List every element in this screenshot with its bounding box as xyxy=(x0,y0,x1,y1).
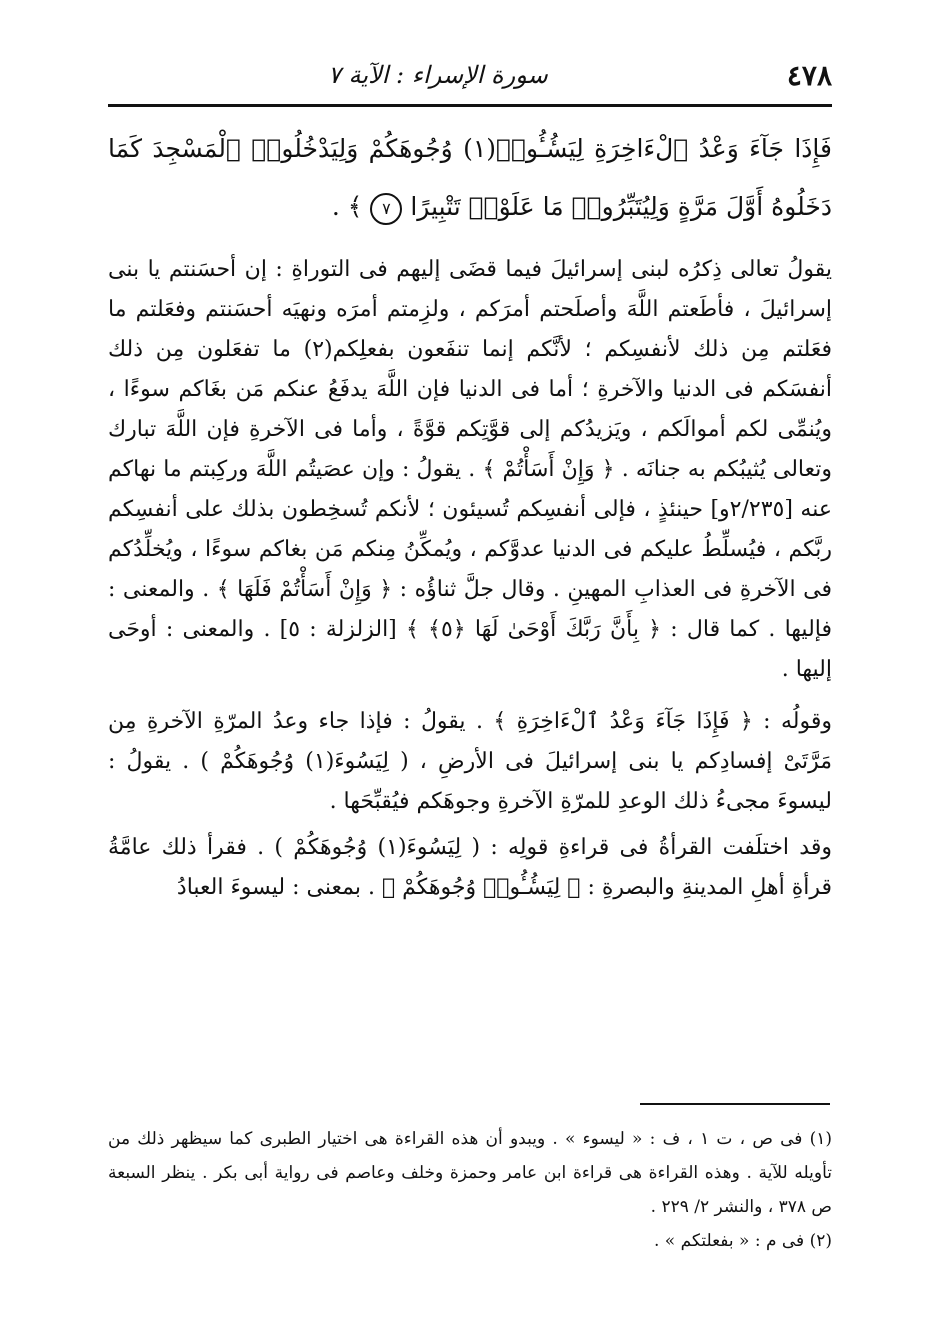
footnote-divider xyxy=(640,1103,830,1105)
footnote: (٢) فى م : « بفعلتكم » . xyxy=(654,1231,832,1251)
quran-verse xyxy=(108,120,832,236)
footnotes xyxy=(108,1122,832,1258)
header-rule xyxy=(108,104,832,107)
page-number: ٤٧٨ xyxy=(786,58,832,92)
page-header xyxy=(108,52,832,98)
verse-text: فَإِذَا جَآءَ وَعْدُ ٱلْءَاخِرَةِ لِيَسُٔـُٔوا۟(١) وُجُوهَكُمْ وَلِيَدْخُلُوا۟ ٱلْمَسْجِدَ كَمَا دَخَلُوهُ أَوَّلَ مَرَّةٍ وَلِيُتَبِّرُوا۟ مَا عَلَوْا۟ تَتْبِيرًا xyxy=(108,134,832,221)
footnote: (١) فى ص ، ت ١ ، ف : « ليسوء » . ويبدو أن هذه القراءة هى اختيار الطبرى كما سيظهر ذلك من تأويله للآية . وهذه القراءة هى قراءة ابن عامر وحمزة وخلف وعاصم فى رواية أبى بكر . ينظر السبعة ص ٣٧٨ ، والنشر ٢/ ٢٢٩ . xyxy=(108,1129,832,1217)
paragraph: يقولُ تعالى ذِكرُه لبنى إسرائيلَ فيما قضَى إليهم فى التوراةِ : إن أحسَنتم يا بنى إسرائيلَ ، فأطَعتم اللَّهَ وأصلَحتم أمرَكم ، ولزِمتم أمرَه ونهيَه أحسَنتم وفعَلتم ما فعَلتم مِن ذلك لأنفسِكم ؛ لأنَّكم إنما تنفَعون بفعلِكم(٢) ما تفعَلون مِن ذلك أنفسَكم فى الدنيا والآخرةِ ؛ أما فى الدنيا فإن اللَّهَ يدفَعُ عنكم مَن بغَاكم سوءًا ، ويُنمِّى لكم أموالَكم ، ويَزيدُكم إلى قوَّتِكم قوَّةً ، وأما فى الآخرةِ فإن اللَّهَ تبارك وتعالى يُثيبُكم به جنانَه . ﴿ وَإِنْ أَسَأْتُمْ ﴾ . يقولُ : وإن عصَيتُم اللَّهَ وركِبتم ما نهاكم عنه [٢/٢٣٥و] حينئذٍ ، فإلى أنفسِكم تُسيئون ؛ لأنكم تُسخِطون بذلك على أنفسِكم ربَّكم ، فيُسلِّطُ عليكم فى الدنيا عدوَّكم ، ويُمكِّنُ مِنكم مَن بغاكم سوءًا ، ويُخلِّدُكم فى الآخرةِ فى العذابِ المهينِ . وقال جلَّ ثناؤُه : ﴿ وَإِنْ أَسَأْتُمْ فَلَهَا ﴾ . والمعنى : فإليها . كما قال : ﴿ بِأَنَّ رَبَّكَ أَوْحَىٰ لَهَا ﴿٥﴾ ﴾ [الزلزلة : ٥] . والمعنى : أوحَى إليها . xyxy=(108,257,832,682)
main-text xyxy=(108,120,832,920)
ayah-number-marker: ٧ xyxy=(370,193,402,225)
paragraph: وقولُه : ﴿ فَإِذَا جَآءَ وَعْدُ ٱلْءَاخِرَةِ ﴾ . يقولُ : فإذا جاء وعدُ المرّةِ الآخرةِ مِن مَرَّتَىْ إفسادِكم يا بنى إسرائيلَ فى الأرضِ ، ( لِيَسُوءَ(١) وُجُوهَكُمْ ) . يقولُ : ليسوءَ مجىءُ ذلك الوعدِ للمرّةِ الآخرةِ وجوهَكم فيُقبِّحَها . xyxy=(108,709,833,814)
paragraph: وقد اختلَفت القرأةُ فى قراءةِ قولِه : ( لِيَسُوءَ(١) وُجُوهَكُمْ ) . فقرأ ذلك عامَّةُ قرأةِ أهلِ المدينةِ والبصرةِ : ﴿ لِيَسُٔـُٔوا۟ وُجُوهَكُمْ ﴾ . بمعنى : ليسوءَ العبادُ xyxy=(108,835,832,900)
running-title: سورة الإسراء : الآية ٧ xyxy=(328,61,548,89)
verse-closing: ﴾ . xyxy=(331,192,363,221)
